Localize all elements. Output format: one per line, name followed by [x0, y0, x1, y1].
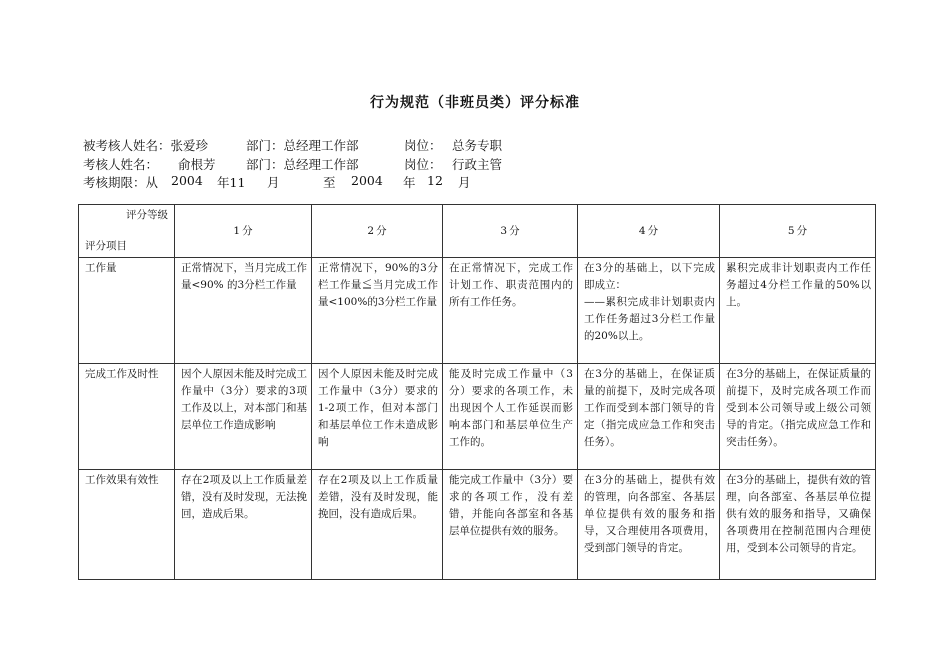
table-row [79, 258, 876, 364]
examiner-post-label: 岗位： [404, 157, 442, 172]
examinee-dept: 部门：总经理工作部 [246, 138, 359, 153]
cell-effectiveness-2: 存在2项及以上工作质量差错，没有及时发现，能挽回，没有造成后果。 [312, 470, 443, 580]
cell-timeliness-1: 因个人原因未能及时完成工作量中（3分）要求的3项工作及以上，对本部门和基层单位工作造成影响 [175, 364, 312, 470]
score-header-4: 4分 [578, 205, 720, 258]
cell-workload-1: 正常情况下，当月完成工作量<90% 的3分栏工作量 [175, 258, 312, 364]
score-header-5: 5分 [720, 205, 876, 258]
period-end-year: 2004 [351, 173, 383, 188]
score-header-2: 2分 [312, 205, 443, 258]
scoring-table [78, 204, 876, 580]
header-row [79, 205, 876, 258]
score-header-3: 3分 [443, 205, 578, 258]
period-start-month-unit: 月 [267, 175, 280, 190]
period-start-year-unit: 年11 [217, 175, 246, 190]
page-title: 行为规范（非班员类）评分标准 [370, 95, 580, 111]
corner-header-cell [79, 205, 175, 258]
cell-effectiveness-3: 能完成工作量中（3分）要求的各项工作，没有差错，并能向各部室和各基层单位提供有效的服务。 [443, 470, 578, 580]
cell-timeliness-4: 在3分的基础上，在保证质量的前提下，及时完成各项工作而受到本部门领导的肯定（指完成应急工作和突击任务）。 [578, 364, 720, 470]
examiner-post-value: 行政主管 [452, 157, 503, 172]
period-end-month-unit: 月 [458, 175, 471, 190]
period-to: 至 [323, 175, 336, 190]
cell-effectiveness-5: 在3分的基础上，提供有效的管理，向各部室、各基层单位提供有效的服务和指导，又确保各项费用在控制范围内合理使用，受到本公司领导的肯定。 [720, 470, 876, 580]
cell-workload-5: 累积完成非计划职责内工作任务超过4分栏工作量的50%以上。 [720, 258, 876, 364]
period-label: 考核期限：从 [83, 175, 159, 190]
corner-score-level: 评分等级 [126, 209, 168, 221]
cell-timeliness-5: 在3分的基础上，在保证质量的前提下，及时完成各项工作而受到本公司领导或上级公司领导的肯定。（指完成应急工作和突击任务）。 [720, 364, 876, 470]
corner-item-label: 评分项目 [85, 240, 127, 252]
examiner-dept: 部门：总经理工作部 [246, 157, 359, 172]
cell-workload-4: 在3分的基础上，以下完成即成立： ——累积完成非计划职责内工作任务超过3分栏工作量的20%以上。 [578, 258, 720, 364]
row-item-workload: 工作量 [79, 258, 175, 364]
cell-workload-3: 在正常情况下，完成工作计划工作、职责范围内的所有工作任务。 [443, 258, 578, 364]
examinee-label: 被考核人姓名：张爱珍 [83, 138, 209, 153]
period-start-year: 2004 [171, 173, 203, 188]
examinee-post-value: 总务专职 [452, 138, 503, 153]
cell-effectiveness-4: 在3分的基础上，提供有效的管理，向各部室、各基层单位提供有效的服务和指导，又合理使用各项费用，受到部门领导的肯定。 [578, 470, 720, 580]
cell-timeliness-2: 因个人原因未能及时完成工作量中（3分）要求的1-2项工作，但对本部门和基层单位工作未造成影响 [312, 364, 443, 470]
row-item-timeliness: 完成工作及时性 [79, 364, 175, 470]
period-end-month: 12 [427, 173, 443, 188]
cell-workload-2: 正常情况下，90%的3分栏工作量≦当月完成工作量<100%的3分栏工作量 [312, 258, 443, 364]
table-row [79, 364, 876, 470]
score-header-1: 1分 [175, 205, 312, 258]
table-row [79, 470, 876, 580]
examiner-name: 俞根芳 [178, 157, 216, 172]
cell-timeliness-3: 能及时完成工作量中（3分）要求的各项工作，未出现因个人工作延误而影响本部门和基层单位生产工作的。 [443, 364, 578, 470]
row-item-effectiveness: 工作效果有效性 [79, 470, 175, 580]
examiner-label: 考核人姓名： [83, 157, 159, 172]
examinee-post-label: 岗位： [404, 138, 442, 153]
period-end-year-unit: 年 [403, 175, 416, 190]
cell-effectiveness-1: 存在2项及以上工作质量差错，没有及时发现，无法挽回，造成后果。 [175, 470, 312, 580]
